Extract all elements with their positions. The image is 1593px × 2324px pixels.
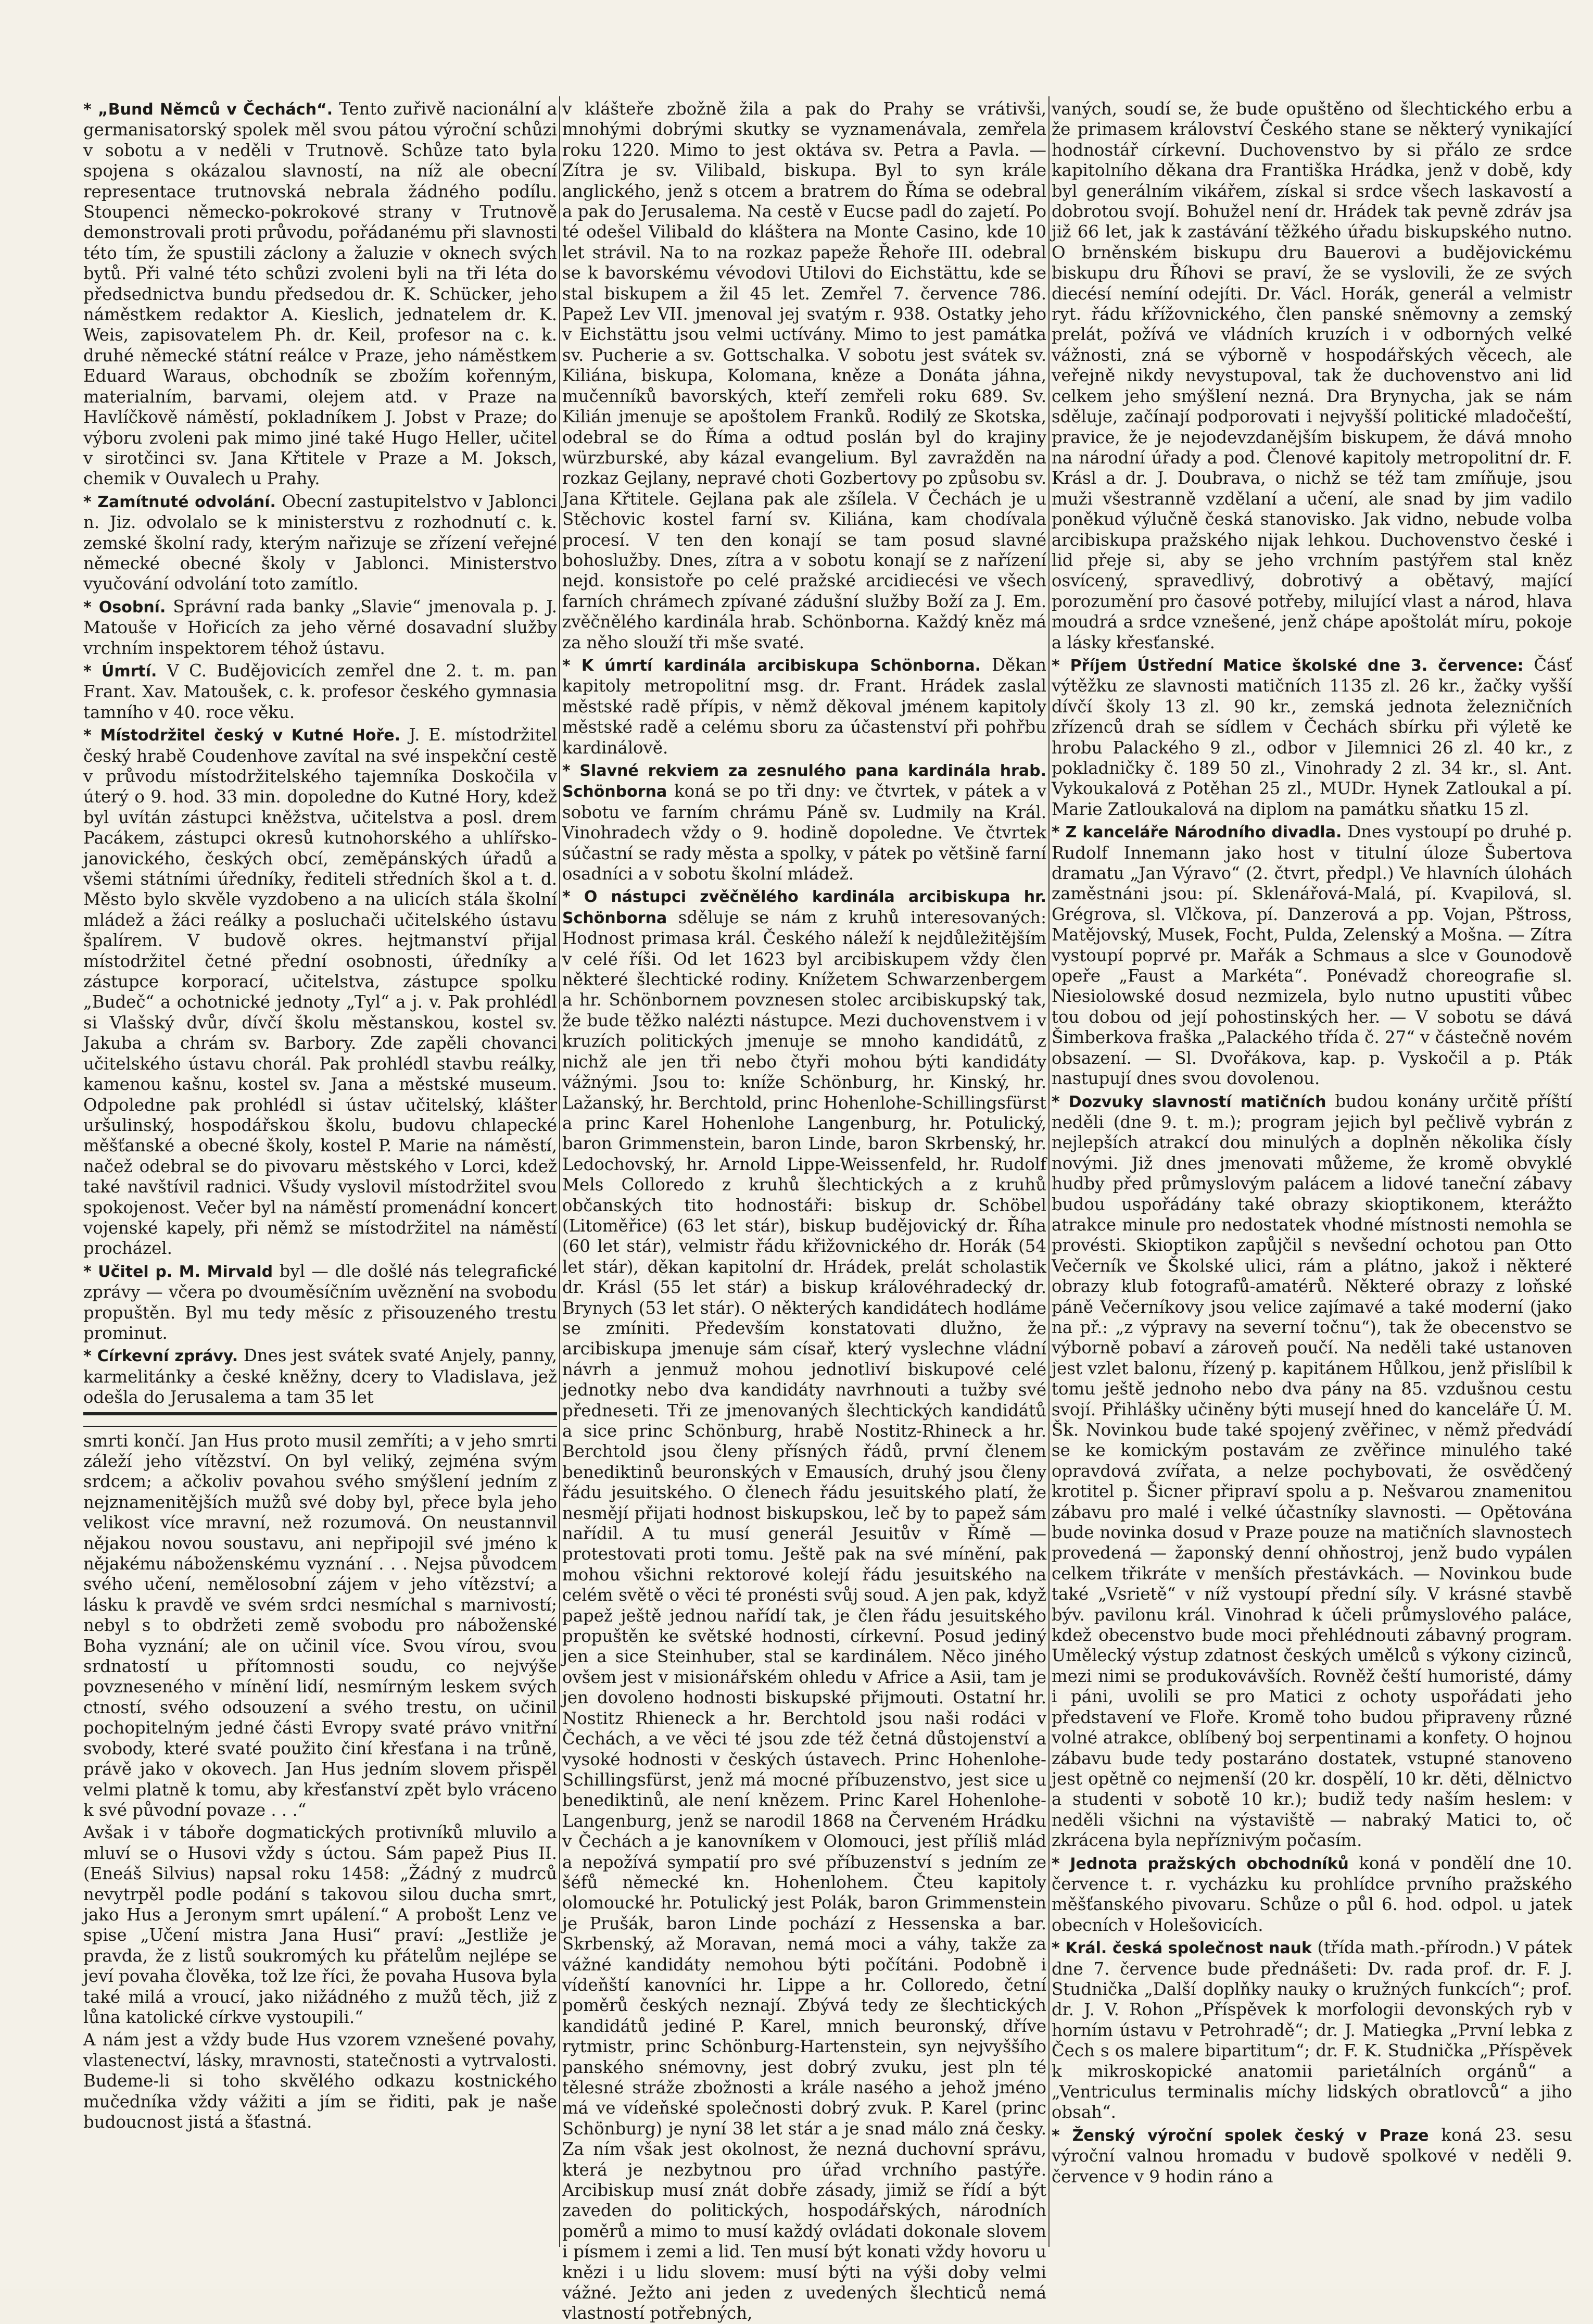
column-rule bbox=[559, 96, 560, 2247]
article-mistodrzitel bbox=[83, 725, 557, 1259]
article-heading: * Král. česká společnost nauk bbox=[1052, 1939, 1312, 1958]
article-body: koná v pondělí dne 10. července t. r. vycházku ku prohlídce prvního pražského měšťanského pivovaru. Schůze o půl 6. hod. odpol. u jatek obecních v Holešovicích. bbox=[1052, 1853, 1572, 1935]
article-body: (třída math.-přírodn.) V pátek dne 7. července bude přednášeti: Dv. rada prof. dr. F. J. Studnička „Další doplňky nauky o kružných funkcích“; prof. dr. J. V. Rohon „Příspěvek k morfologii devonských ryb v horním ústavu v Petrohradě“; dr. J. Matiegka „První lebka z Čech s os malere bipartitum“; dr. F. K. Studnička „Příspěvek k mikroskopické anatomii parietálních orgánů“ a „Ventriculus terminalis míchy lidských obratlovců“ a jiho obsah“. bbox=[1052, 1938, 1572, 2122]
article-rekviem bbox=[562, 760, 1046, 884]
article-body: Správní rada banky „Slavie“ jmenovala p. J. Matouše v Hořicích za jeho věrné dosavadní služby vrchním inspektorem téhož ústavu. bbox=[83, 596, 557, 658]
section-divider bbox=[83, 1412, 557, 1427]
article-body: Dnes jest svátek svaté Anjely, panny, karmelitánky a české kněžny, dcery to Vladislava, jež odešla do Jerusalema a tam 35 let bbox=[83, 1346, 558, 1408]
article-body: koná 23. sesu výroční valnou hromadu v budově spolkové v neděli 9. července v 9 hodin ráno a bbox=[1052, 2125, 1572, 2187]
article-nastupce bbox=[562, 886, 1046, 2323]
article-narodni-divadlo bbox=[1052, 822, 1572, 1089]
article-body: Dnes vystoupí po druhé p. Rudolf Innemann jako host v titulní úloze Šubertova dramatu „Jan Výravo“ (2. čtvrt, předpl.) Ve hlavních úlohách zaměstnáni jsou: pí. Sklenářová-Malá, pí. Kvapilová, sl. Grégrova, sl. Vlčkova, pí. Danzerová a pp. Vojan, Pštross, Matějovský, Musek, Focht, Pulda, Zelenský a Mošna. — Zítra vystoupí poprvé pr. Mařák a Schmaus a slce v Gounodově opeře „Faust a Markéta“. Ponévadž choreografie sl. Niesiolowské dosud nezmizela, bylo nutno upustiti vůbec tou dobou od její pohostinských her. — V sobotu se dává Šimberkova fraška „Palackého třída č. 27“ v částečně novém obsazení. — Sl. Dvořákova, kap. p. Vyskočil a p. Pták nastupují dnes svou dovolenou. bbox=[1052, 822, 1573, 1089]
article-umrti bbox=[83, 661, 557, 723]
article-body: J. E. místodržitel český hrabě Coudenhove zavítal na své inspekční cestě v průvodu místodržitelského tajemníka Doskočila v úterý o 9. hod. 33 min. dopoledne do Kutné Hory, kdež byl uvítán zástupci kněžstva, učitelstva a posl. drem Pacákem, zástupci okresů kutnohorského a uhlířsko-janovického, českých obcí, zeměpánských úřadů a všemi státními úředníky, řediteli středních škol a t. d. Město bylo skvěle vyzdobeno a na ulicích stála školní mládež a žáci reálky a posluchači učitelského ústavu špalírem. V budově okres. hejtmanství přijal místodržitel četné přední osobnosti, úředníky a zástupce korporací, učitelstva, zástupce spolku „Budeč“ a ochotnické jednoty „Tyl“ a j. v. Pak prohlédl si Vlašský dvůr, dívčí školu městanskou, kostel sv. Jakuba a chrám sv. Barbory. Zde zapěli chovanci učitelského ústavu chorál. Pak prohlédl stavbu reálky, kamenou kašnu, kostel sv. Jana a městské museum. Odpoledne pak prohlédl si ústav učitelský, klášter uršulinský, hospodářskou školu, budovu chlapecké měšťanské a obecné školy, kostel P. Marie na náměstí, načež odebral se do pivovaru městského v Lorci, kdež také navštívil radnici. Všudy vyslovil místodržitel svou spokojenost. Večer byl na náměstí promenádní koncert vojenské kapely, při němž se místodržitel na náměstí procházel. bbox=[83, 725, 558, 1259]
feuilleton-paragraph: A nám jest a vždy bude Hus vzorem vznešené povahy, vlastenectví, lásky, mravnosti, statečnosti a vytrvalosti. Budeme-li si toho skvělého odkazu kostnického mučedníka vždy vážiti a jím se řiditi, pak je naše budoucnost jistá a šťastná. bbox=[83, 2030, 557, 2132]
article-jednota bbox=[1052, 1853, 1572, 1936]
column-3 bbox=[1052, 99, 1572, 2244]
article-body: Děkan kapitoly metropolitní msg. dr. Frant. Hrádek zaslal městské radě přípis, v němž děkoval jménem kapitoly městské radě a celému sboru za účastenství při pohřbu kardinálově. bbox=[562, 655, 1046, 758]
article-zamitnute bbox=[83, 492, 557, 595]
article-cirkevni-continued: v klášteře zbožně žila a pak do Prahy se vrátivši, mnohými dobrými skutky se vyznamenávala, zemřela roku 1220. Mimo to jest oktáva sv. Petra a Pavla. — Zítra je sv. Vilibald, biskupa. Byl to syn krále anglického, jenž s otcem a bratrem do Říma se odebral a pak do Jerusalema. Na cestě v Eucse padl do zajetí. Po té odešel Vilibald do kláštera na Monte Casino, kde 10 let strávil. Na to na rozkaz papeže Řehoře III. odebral se k bavorskému vévodovi Utilovi do Eichstättu, kde se stal biskupem a žil 45 let. Zemřel 7. července 786. Papež Lev VII. jmenoval jej svatým r. 938. Ostatky jeho v Eichstättu jsou velmi uctívány. Mimo to jest památka sv. Pucherie a sv. Gottschalka. V sobotu jest svátek sv. Kiliána, biskupa, Kolomana, kněze a Donáta jáhna, mučenníků bavorských, kteří zemřeli roku 689. Sv. Kilián jmenuje se apoštolem Franků. Rodilý ze Skotska, odebral se do Říma a odtud poslán byl do krajiny würzburské, aby kázal evangelium. Byl zavražděn na rozkaz Gejlany, nepravé choti Gozbertovy po způsobu sv. Jana Křtitele. Gejlana pak ale zšílela. V Čechách je u Stěchovic kostel farní sv. Kiliána, kam chodívala procesí. V ten den konají se tam posud slavné bohoslužby. Dnes, zítra a v sobotu konají se z nařízení nejd. konsistoře po celé pražské arcidiecési ve všech farních chrámech zpívané zádušní služby Boží za J. Em. zvěčnělého kardinála hrab. Schönborna. Každý kněz má za něho slouží tři mše svaté. bbox=[562, 99, 1046, 652]
article-bund bbox=[83, 99, 557, 489]
article-dozvuky bbox=[1052, 1091, 1572, 1851]
article-matice bbox=[1052, 655, 1572, 820]
article-heading: * Místodržitel český v Kutné Hoře. bbox=[83, 726, 400, 745]
article-heading: * „Bund Němců v Čechách“. bbox=[83, 101, 333, 119]
article-heading: * Slavné rekviem za zesnulého pana kardinála hrab. Schönborna bbox=[562, 762, 1046, 801]
article-heading: * O nástupci zvěčnělého kardinála arcibiskupa hr. Schönborna bbox=[562, 888, 1046, 927]
article-heading: * Zamítnuté odvolání. bbox=[83, 493, 276, 511]
column-2 bbox=[562, 99, 1046, 2323]
article-body: Tento zuřivě nacionální a germanisatorský spolek měl svou pátou výroční schůzi v sobotu a v neděli v Trutnově. Schůze tato byla spojena s okázalou slavností, na níž ale obecní representace trutnovská nebrala žádného podílu. Stoupenci německo-pokrokové strany v Trutnově demonstrovali proti průvodu, pořádanému při slavnosti této tím, že spustili záclony a žaluzie v oknech svých bytů. Při valné této schůzi zvoleni byli na tři léta do předsednictva bundu předsedou dr. K. Schücker, jeho náměstkem redaktor A. Kieslich, jednatelem dr. K. Weis, zapisovatelem Ph. dr. Keil, profesor na c. k. druhé německé státní reálce v Praze, jeho náměstkem Eduard Waraus, obchodník se zbožím kořenným, materialním, barvami, olejem atd. v Praze na Havlíčkově náměstí, pokladníkem J. Jobst v Praze; do výboru zvoleni pak mimo jiné také Hugo Heller, učitel v sirotčinci sv. Jana Křtitele v Praze a M. Joksch, chemik v Ouvalech u Prahy. bbox=[83, 99, 558, 489]
article-heading: * Církevní zprávy. bbox=[83, 1347, 238, 1366]
feuilleton-paragraph: Avšak i v táboře dogmatických protivníků mluvilo a mluví se o Husovi vždy s úctou. Sám papež Pius II. (Eneáš Silvius) napsal roku 1458: „Žádný z mudrců nevytrpěl podle podání s takovou silou ducha smrt, jako Hus a Jeronym smrt upálení.“ A probošt Lenz ve spise „Učení mistra Jana Husi“ praví: „Jestliže je pravda, že z listů soukromých ku přátelům nejlépe se jeví povaha člověka, tož lze říci, že povaha Husova byla také milá a vroucí, jako nižádného z mužů těch, již z lůna katolické církve vystoupili.“ bbox=[83, 1823, 557, 2027]
article-body: Čásť výtěžku ze slavnosti matičních 1135 zl. 26 kr., žačky vyšší dívčí školy 13 zl. 90 kr., zemská jednota železničních zřízenců drah se sídlem v Čechách sbírku při výletě ke hrobu Palackého 9 zl., odbor v Jilemnici 26 zl. 40 kr., z pokladničky č. 189 50 zl., Vinohrady 2 zl. 34 kr., sl. Ant. Vykoukalová z Potěhan 25 zl., MUDr. Hynek Zatloukal a pí. Marie Zatloukalová na diplom na památku sňatku 15 zl. bbox=[1052, 655, 1572, 819]
article-heading: * Jednota pražských obchodníků bbox=[1052, 1854, 1349, 1873]
article-body: V C. Budějovicích zemřel dne 2. t. m. pan Frant. Xav. Matoušek, c. k. profesor českého gymnasia tamního v 40. roce věku. bbox=[83, 660, 558, 722]
article-umrti-kardinala bbox=[562, 655, 1046, 758]
article-heading: * Z kanceláře Národního divadla. bbox=[1052, 823, 1342, 842]
article-spolecnost-nauk bbox=[1052, 1938, 1572, 2123]
article-nastupce-continued: vaných, soudí se, že bude opuštěno od šlechtického erbu a že primasem království Českého stane se některý vynikající hodnostář církevní. Duchovenstvo by si přálo ze srdce kapitolního děkana dra Františka Hrádka, jenž v době, kdy byl generálním vikářem, získal si srdce všech laskavostí a dobrotou svojí. Bohužel není dr. Hrádek tak pevně zdráv jsa již 66 let, jak k zastávání těžkého úřadu biskupského nutno. O brněnském biskupu dru Bauerovi a budějovickému biskupu dru Říhovi se praví, že se vyslovili, že ze svých diecésí nemíní odejíti. Dr. Václ. Horák, generál a velmistr ryt. řádu křížovnického, člen panské sněmovny a zemský prelát, požívá ve vládních kruzích i v odborných velké vážnosti, zná se výborně v hospodářských věcech, ale veřejně nikdy nevystupoval, tak že duchovenstvo ani lid celkem jeho smýšlení nezná. Dra Brynycha, jak se nám sděluje, začínají podporovati i nejvyšší politické mladočeští, pravice, že je nejodevzdanějším biskupem, že dává mnoho na národní úřady a pod. Členové kapitoly metropolitní dr. F. Krásl a dr. J. Doubrava, o nichž se též tam zmíňuje, jsou muži všestranně vzdělaní a učení, ale snad by jim vadilo poněkud výlučně česká stanovisko. Jak vidno, nebude volba arcibiskupa pražského nijak lehkou. Duchovenstvo české i lid přeje si, aby se jeho vrchním pastýřem stal kněz osvícený, spravedlivý, dobrotivý a obětavý, mající porozumění pro časové potřeby, milující vlast a národ, hlava moudrá a srdce vznešené, jenž chápe apoštolát míru, pokoje a lásky křesťanské. bbox=[1052, 99, 1572, 652]
article-osobni bbox=[83, 597, 557, 659]
article-heading: * Učitel p. M. Mirvald bbox=[83, 1262, 273, 1281]
article-body: Obecní zastupitelstvo v Jablonci n. Jiz. odvolalo se k ministerstvu z rozhodnutí c. k. zemské školní rady, kterým nařizuje se zřízení veřejné německé obecné školy v Jablonci. Ministerstvo vyučování odvolání toto zamítlo. bbox=[83, 491, 557, 594]
article-heading: * Dozvuky slavností matičních bbox=[1052, 1092, 1326, 1111]
article-body: sděluje se nám z kruhů interesovaných: Hodnost primasa král. Českého náleží k nejdůležitějším v celé říši. Od let 1623 byl arcibiskupem vždy člen některé šlechtické rodiny. Knížetem Schwarzenbergem a hr. Schönbornem povznesen stolec arcibiskupský tak, že bude těžko nalézti nástupce. Mezi duchovenstvem i v kruzích politických jmenuje se mnoho kandidátů, z nichž ale jen tři nebo čtyři mohou býti kandidáty vážnými. Jsou to: kníže Schönburg, hr. Kinský, hr. Lažanský, hr. Berchtold, princ Hohenlohe-Schillingsfürst a princ Karel Hohenlohe Langenburg, hr. Potulický, baron Grimmenstein, baron Linde, baron Skrbenský, hr. Ledochovský, hr. Arnold Lippe-Weissenfeld, hr. Rudolf Mels Colloredo z kruhů šlechtických a z kruhů občanských tito hodnostáři: biskup dr. Schöbel (Litoměřice) (63 let stár), biskup budějovický dr. Říha (60 let stár), velmistr řádu křižovnického dr. Horák (54 let stár), děkan kapitolní dr. Hrádek, prelát scholastik dr. Krásl (55 let stár) a biskup královéhradecký dr. Brynych (53 let stár). O některých kandidátech hodláme se zmíniti. Především konstatovati dlužno, že arcibiskupa jmenuje sám císař, který vyslechne vládní návrh a jenmuž mohou jednotliví biskupové celé jednotky nebo dva kandidáty navrhnouti a tužby své předneseti. Tři ze jmenovaných šlechtických kandidátů a sice princ Schönburg, hrabě Nostitz-Rhineck a hr. Berchtold jsou členy přísných řádů, první členem benediktinů beuronských v Emausích, druhý jsou členy řádu jesuitského. O členech řádu jesuitského platí, že nesmějí přijati hodnost biskupskou, leč by to papež sám nařídil. A tu musí generál Jesuitův v Římě — protestovati proti tomu. Ještě pak na své mínění, pak mohou všichni rektorové kolejí řádu jesuitského na celém světě o věci té pronésti svůj soud. A jen pak, když papež ještě jednou nařídí tak, je člen řádu jesuitského propuštěn ke světské hodnosti, církevní. Posud jediný jen a sice Steinhuber, stal se kardinálem. Něco jiného ovšem jest v misionářském ohledu v Africe a Asii, tam je jen dovoleno hodnosti biskupské přijmouti. Ostatní hr. Nostitz Rhieneck a hr. Berchtold jsou naši rodáci v Čechách, a ve věci té jsou zde též četná důstojenství a vysoké hodnosti v českých ústavech. Princ Hohenlohe-Schillingsfürst, jenž má mocné příbuzenstvo, jest sice u benediktinů, ale není knězem. Princ Karel Hohenlohe-Langenburg, jenž se narodil 1868 na Červeném Hrádku v Čechách a je kanovníkem v Olomouci, jest příliš mlád a nepožívá sympatií pro své příbuzenství s jedním ze šéfů německé kn. Hohenlohem. Čteu kapitoly olomoucké hr. Potulický jest Polák, baron Grimmenstein je Prušák, baron Linde pochází z Hessenska a bar. Skrbenský, až Moravan, nemá moci a váhy, takže za vážné kandidáty nemohou býti počítáni. Podobně i vídeňští kanovníci hr. Lippe a hr. Colloredo, četní poměrů českých neznají. Zbývá tedy ze šlechtických kandidátů jediné P. Karel, mnich beuronský, dříve rytmistr, princ Schönburg-Hartenstein, syn nejvyššího panského snémovny, jest dobrý zvuku, jest pln té tělesné stráže zbožnosti a krále nasého a jehož jméno má ve vídeňské společnosti dobrý zvuk. P. Karel (princ Schönburg) je nyní 38 let stár a je snad málo zná česky. Za ním však jest okolnost, že nezná duchovní správu, která je nezbytnou pro úřad vrchního pastýře. Arcibiskup musí znát dobře zásady, jimiž se řídí a být zaveden do politických, hospodářských, národních poměrů a mimo to musí každý ovládati dokonale slovem i písmem i zemi a lid. Ten musí být konati vždy hovoru u knězi i u lidu slovem: musí býti na výši doby velmi vážné. Ježto ani jeden z uvedených šlechticů nemá vlastností potřebných, bbox=[562, 907, 1046, 2323]
column-rule bbox=[1048, 96, 1050, 2247]
article-body: budou konány určitě příští neděli (dne 9. t. m.); program jejich byl pečlivě vybrán z nejlepších atrakcí dou minulých a doplněn několika čísly novými. Již dnes jmenovati můžeme, že kromě obvyklé hudby před průmyslovým palácem a lidové taneční zábavy budou uspořádány také obrazy skioptikonem, kterážto atrakce minule pro nedostatek vhodné místnosti nemohla se provésti. Skioptikon zapůjčil s nevšední ochotou pan Otto Večerník ve Školské ulici, rám a plátno, jakož i některé obrazy klub fotografů-amatérů. Některé obrazy z loňské páně Večerníkovy jsou velice zajímavé a také moderní (jako na př.: „z výpravy na severní točnu“), tak že obecenstvo se výborně pobaví a zároveň poučí. Na neděli také ustanoven jest vzlet balonu, řízený p. kapitánem Hůlkou, jenž přislíbil k tomu ještě jednoho nebo dva pány na 85. vzdušnou cestu svojí. Přihlášky učiněny býti musejí hned do kanceláře Ú. M. Šk. Novinkou bude také spojený zvěřinec, v němž předvádí se ke komickým postavám ze zvěřince minulého také opravdová zvířata, a nelze pochybovati, že osvědčený krotitel p. Šicner připraví spolu a p. Nešvarou znamenitou zábavu pro malé i velké účastníky slavnosti. — Opětována bude novinka dosud v Praze pouze na matičních slavnostech provedená — žaponský denní ohňostroj, jenž budo vypálen celkem třikráte v menších přestávkách. — Novinkou bude také „Vsrietě“ v níž vystoupí přední síly. V krásné stavbě býv. pavilonu král. Vinohrad k účeli průmyslového paláce, kdež obecenstvo bude moci přehlédnouti zábavný program. Umělecký výstup zdatnost českých umělců s výkony cizinců, mezi nimi se produkovávších. Rovněž čeští humoristé, dámy i páni, uvolili se pro Matici z ochoty uspořádati jeho představení ve Floře. Kromě toho budou připraveny různé volné atrakce, oblíbený boj serpentinami a konfety. O hojnou zábavu bude tedy postaráno dostatek, vstupné stanoveno jest opětně co nejmenší (20 kr. dospělí, 10 kr. děti, dělnictvo a studenti v sobotě 10 kr.); budiž tedy naším heslem: v neděli všichni na výstaviště — nabraký Matici to, oč zkrácena byla nepříznivým počasím. bbox=[1052, 1091, 1572, 1851]
article-heading: * Úmrtí. bbox=[83, 662, 157, 681]
article-heading: * Příjem Ústřední Matice školské dne 3. července: bbox=[1052, 656, 1524, 675]
feuilleton-paragraph: smrti končí. Jan Hus proto musil zemříti; a v jeho smrti záleží jeho vítězství. On byl veliký, zejména svým srdcem; a ačkoliv povahou svého smýšlení jedním z nejznamenitějších mužů své doby byl, přece byla jeho velikost více mravní, než rozumová. On neustannvil nějakou novou soustavu, ani nepřipojil své jméno k nějakému náboženskému vyznání . . . Nejsa původcem svého učení, nemělosobní zájem v jeho vítězství; a lásku k pravdě ve svém srdci nesmíchal s marnivostí; nebyl s to obdržeti země svobodu pro náboženské Boha vyznání; ale on učinil více. Svou vírou, svou srdnatostí u přítomnosti soudu, co nejvýše povzneseného v mínění lidí, nesmírným leskem svých ctností, svého odsouzení a svého trestu, on učinil pochopitelným jedné části Evropy svaté právo vnitřní svobody, které svaté použito činí křesťana i na trůně, právě jako v okovech. Jan Hus jedním slovem přispěl velmi platně k tomu, aby křesťanství zpět bylo vráceno k své původní povaze . . .“ bbox=[83, 1430, 557, 1820]
column-1 bbox=[83, 99, 557, 2244]
article-heading: * K úmrtí kardinála arcibiskupa Schönborna. bbox=[562, 656, 981, 675]
article-heading: * Ženský výroční spolek český v Praze bbox=[1052, 2126, 1429, 2145]
article-body: koná se po tři dny: ve čtvrtek, v pátek a v sobotu ve farním chrámu Páně sv. Ludmily na Král. Vinohradech vždy o 9. hodině dopoledne. Ve čtvrtek súčastní se rady města a spolky, v pátek po většině farní osadníci a v sobotu školní mládež. bbox=[562, 781, 1046, 884]
article-zensky-spolek bbox=[1052, 2125, 1572, 2187]
article-mirvald bbox=[83, 1261, 557, 1344]
article-heading: * Osobní. bbox=[83, 598, 166, 617]
article-cirkevni bbox=[83, 1346, 557, 1408]
article-body: byl — dle došlé nás telegrafické zprávy — včera po dvouměsíčním uvěznění na svobodu propuštěn. Byl mu tedy měsíc z přisouzeného trestu prominut. bbox=[83, 1261, 557, 1343]
